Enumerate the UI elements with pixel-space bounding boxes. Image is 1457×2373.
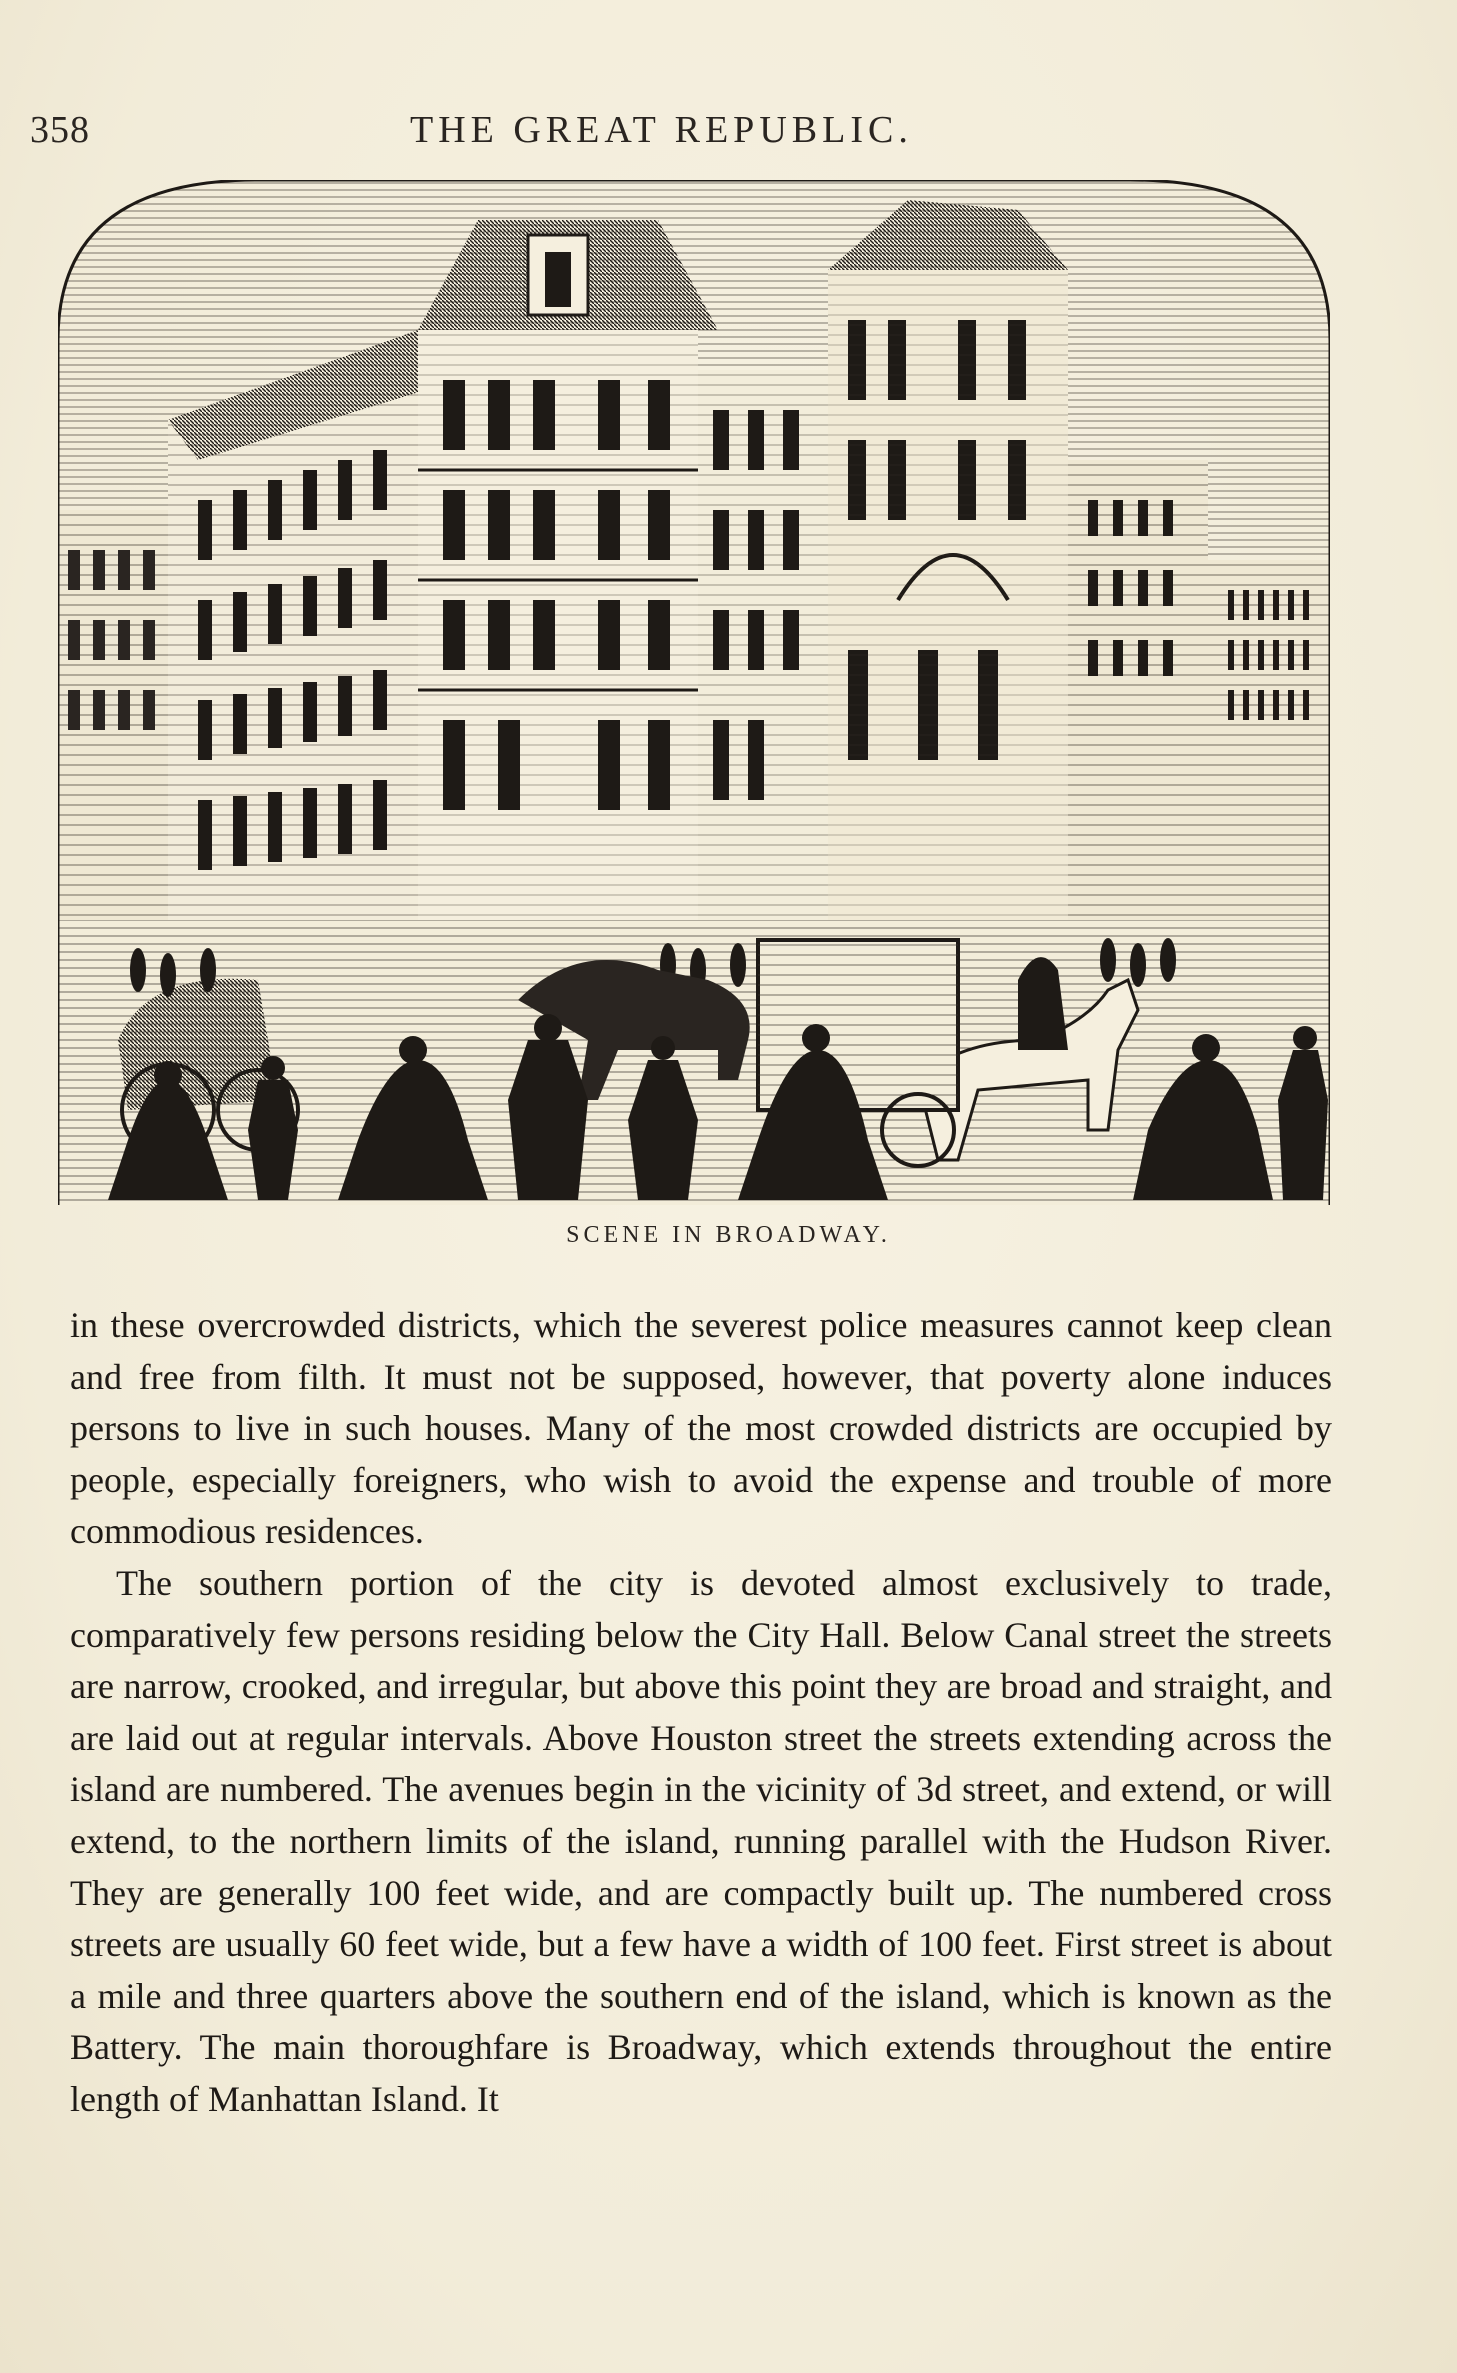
body-text — [70, 1300, 1332, 2126]
page-number: 358 — [30, 109, 90, 151]
figure-caption: SCENE IN BROADWAY. — [566, 1222, 891, 1248]
running-header — [30, 108, 1340, 158]
paragraph-2: The southern portion of the city is devoted almost exclusively to trade, comparatively few persons residing below the City Hall. Below Canal street the streets are narrow, crooked, and irregular, but above this point they are broad and straight, and are laid out at regular intervals. Above Houston street the streets extending across the island are numbered. The avenues begin in the vicinity of 3d street, and extend, or will extend, to the northern limits of the island, running parallel with the Hudson River. They are generally 100 feet wide, and are compactly built up. The numbered cross streets are usually 60 feet wide, but a few have a width of 100 feet. First street is about a mile and three quarters above the southern end of the island, which is known as the Battery. The main thoroughfare is Broadway, which extends throughout the entire length of Manhattan Island. It — [70, 1562, 1332, 2119]
engraving-drawing — [58, 180, 1330, 1205]
paragraph-1: in these overcrowded districts, which the severest police measures cannot keep clean and free from filth. It must not be supposed, however, that poverty alone induces persons to live in such houses. Many of the most crowded districts are occupied by people, especially foreigners, who wish to avoid the expense and trouble of more commodious residences. — [70, 1305, 1332, 1552]
running-title: THE GREAT REPUBLIC. — [410, 109, 913, 151]
engraving-scene-in-broadway — [58, 180, 1330, 1205]
